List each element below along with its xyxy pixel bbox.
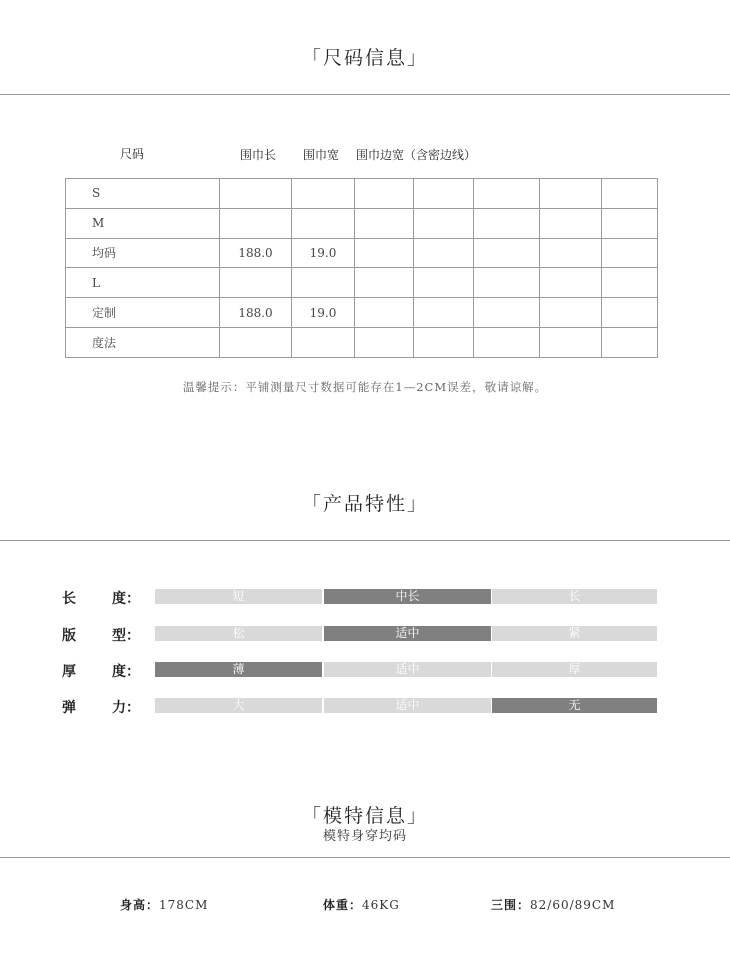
size-cell xyxy=(220,208,292,238)
size-cell xyxy=(602,268,658,298)
features-section-title: 「产品特性」 xyxy=(301,493,428,515)
size-cell xyxy=(602,208,658,238)
size-cell xyxy=(220,327,292,357)
size-cell xyxy=(355,327,414,357)
size-header-size: 尺码 xyxy=(120,147,145,161)
model-section-title: 「模特信息」 xyxy=(301,805,428,827)
feature-label-part: 型： xyxy=(112,628,140,644)
feature-label-part: 度： xyxy=(112,664,140,680)
size-cell xyxy=(474,298,540,328)
size-cell xyxy=(474,179,540,209)
size-cell xyxy=(474,208,540,238)
model-weight xyxy=(323,896,400,913)
size-cell xyxy=(292,327,355,357)
feature-option-selected: 无 xyxy=(492,698,657,713)
feature-label-part: 版 xyxy=(62,628,76,644)
size-row xyxy=(66,327,658,357)
model-height-value: 178CM xyxy=(159,898,209,912)
feature-option: 短 xyxy=(155,589,322,604)
feature-row xyxy=(0,698,730,714)
size-cell: 19.0 xyxy=(292,298,355,328)
size-header-length: 围巾长 xyxy=(240,148,277,162)
size-cell xyxy=(474,238,540,268)
feature-option: 适中 xyxy=(324,698,491,713)
feature-option: 大 xyxy=(155,698,322,713)
size-header-edge-width: 围巾边宽（含密边线） xyxy=(356,148,477,162)
size-cell xyxy=(602,179,658,209)
feature-label-part: 弹 xyxy=(62,700,76,716)
feature-option-selected: 适中 xyxy=(324,626,491,641)
size-cell xyxy=(540,268,602,298)
size-cell xyxy=(602,238,658,268)
size-section-title: 「尺码信息」 xyxy=(301,47,428,69)
size-row xyxy=(66,268,658,298)
size-table xyxy=(65,178,658,358)
size-cell xyxy=(292,268,355,298)
model-weight-value: 46KG xyxy=(362,898,400,912)
size-cell xyxy=(220,268,292,298)
feature-label-part: 度： xyxy=(112,591,140,607)
size-cell xyxy=(292,179,355,209)
feature-label xyxy=(62,661,140,681)
size-cell xyxy=(414,268,474,298)
feature-option-selected: 薄 xyxy=(155,662,322,677)
model-section-divider xyxy=(0,857,730,858)
size-cell xyxy=(414,179,474,209)
size-cell xyxy=(355,268,414,298)
size-row xyxy=(66,238,658,268)
size-cell xyxy=(414,327,474,357)
size-cell xyxy=(355,208,414,238)
size-cell xyxy=(292,208,355,238)
feature-row xyxy=(0,589,730,605)
feature-option: 松 xyxy=(155,626,322,641)
size-cell xyxy=(220,179,292,209)
size-row xyxy=(66,208,658,238)
model-measurements-value: 82/60/89CM xyxy=(530,898,616,912)
feature-label-part: 长 xyxy=(62,591,76,607)
feature-option: 长 xyxy=(492,589,657,604)
size-cell xyxy=(474,268,540,298)
feature-row xyxy=(0,662,730,678)
features-section-divider xyxy=(0,540,730,541)
feature-row xyxy=(0,626,730,642)
model-height-label: 身高： xyxy=(120,898,160,912)
model-measurements-label: 三围： xyxy=(491,898,531,912)
size-row-label: S xyxy=(66,179,220,209)
size-cell xyxy=(355,179,414,209)
size-cell xyxy=(540,208,602,238)
feature-label xyxy=(62,697,140,717)
size-cell xyxy=(355,298,414,328)
size-cell xyxy=(602,298,658,328)
feature-option: 紧 xyxy=(492,626,657,641)
size-cell xyxy=(355,238,414,268)
size-row xyxy=(66,179,658,209)
size-cell xyxy=(414,208,474,238)
size-cell xyxy=(474,327,540,357)
size-row-label: L xyxy=(66,268,220,298)
size-row-label: 定制 xyxy=(66,298,220,328)
size-section-divider xyxy=(0,94,730,95)
feature-label-part: 厚 xyxy=(62,664,76,680)
size-cell xyxy=(540,327,602,357)
feature-option-selected: 中长 xyxy=(324,589,491,604)
size-cell xyxy=(540,179,602,209)
size-tip: 温馨提示：平铺测量尺寸数据可能存在1—2CM误差，敬请谅解。 xyxy=(182,380,548,394)
feature-label-part: 力： xyxy=(112,700,140,716)
size-row-label: 度法 xyxy=(66,327,220,357)
model-height xyxy=(120,896,208,913)
size-header-width: 围巾宽 xyxy=(303,148,340,162)
feature-label xyxy=(62,625,140,645)
size-cell xyxy=(540,238,602,268)
feature-option: 厚 xyxy=(492,662,657,677)
size-cell: 188.0 xyxy=(220,238,292,268)
size-row-label: 均码 xyxy=(66,238,220,268)
feature-option: 适中 xyxy=(324,662,491,677)
model-measurements xyxy=(491,896,615,913)
size-cell: 19.0 xyxy=(292,238,355,268)
size-cell xyxy=(414,298,474,328)
model-section-subtitle: 模特身穿均码 xyxy=(322,829,407,844)
feature-label xyxy=(62,588,140,608)
size-cell xyxy=(540,298,602,328)
size-row-label: M xyxy=(66,208,220,238)
size-cell: 188.0 xyxy=(220,298,292,328)
size-row xyxy=(66,298,658,328)
size-cell xyxy=(414,238,474,268)
model-weight-label: 体重： xyxy=(323,898,363,912)
size-cell xyxy=(602,327,658,357)
